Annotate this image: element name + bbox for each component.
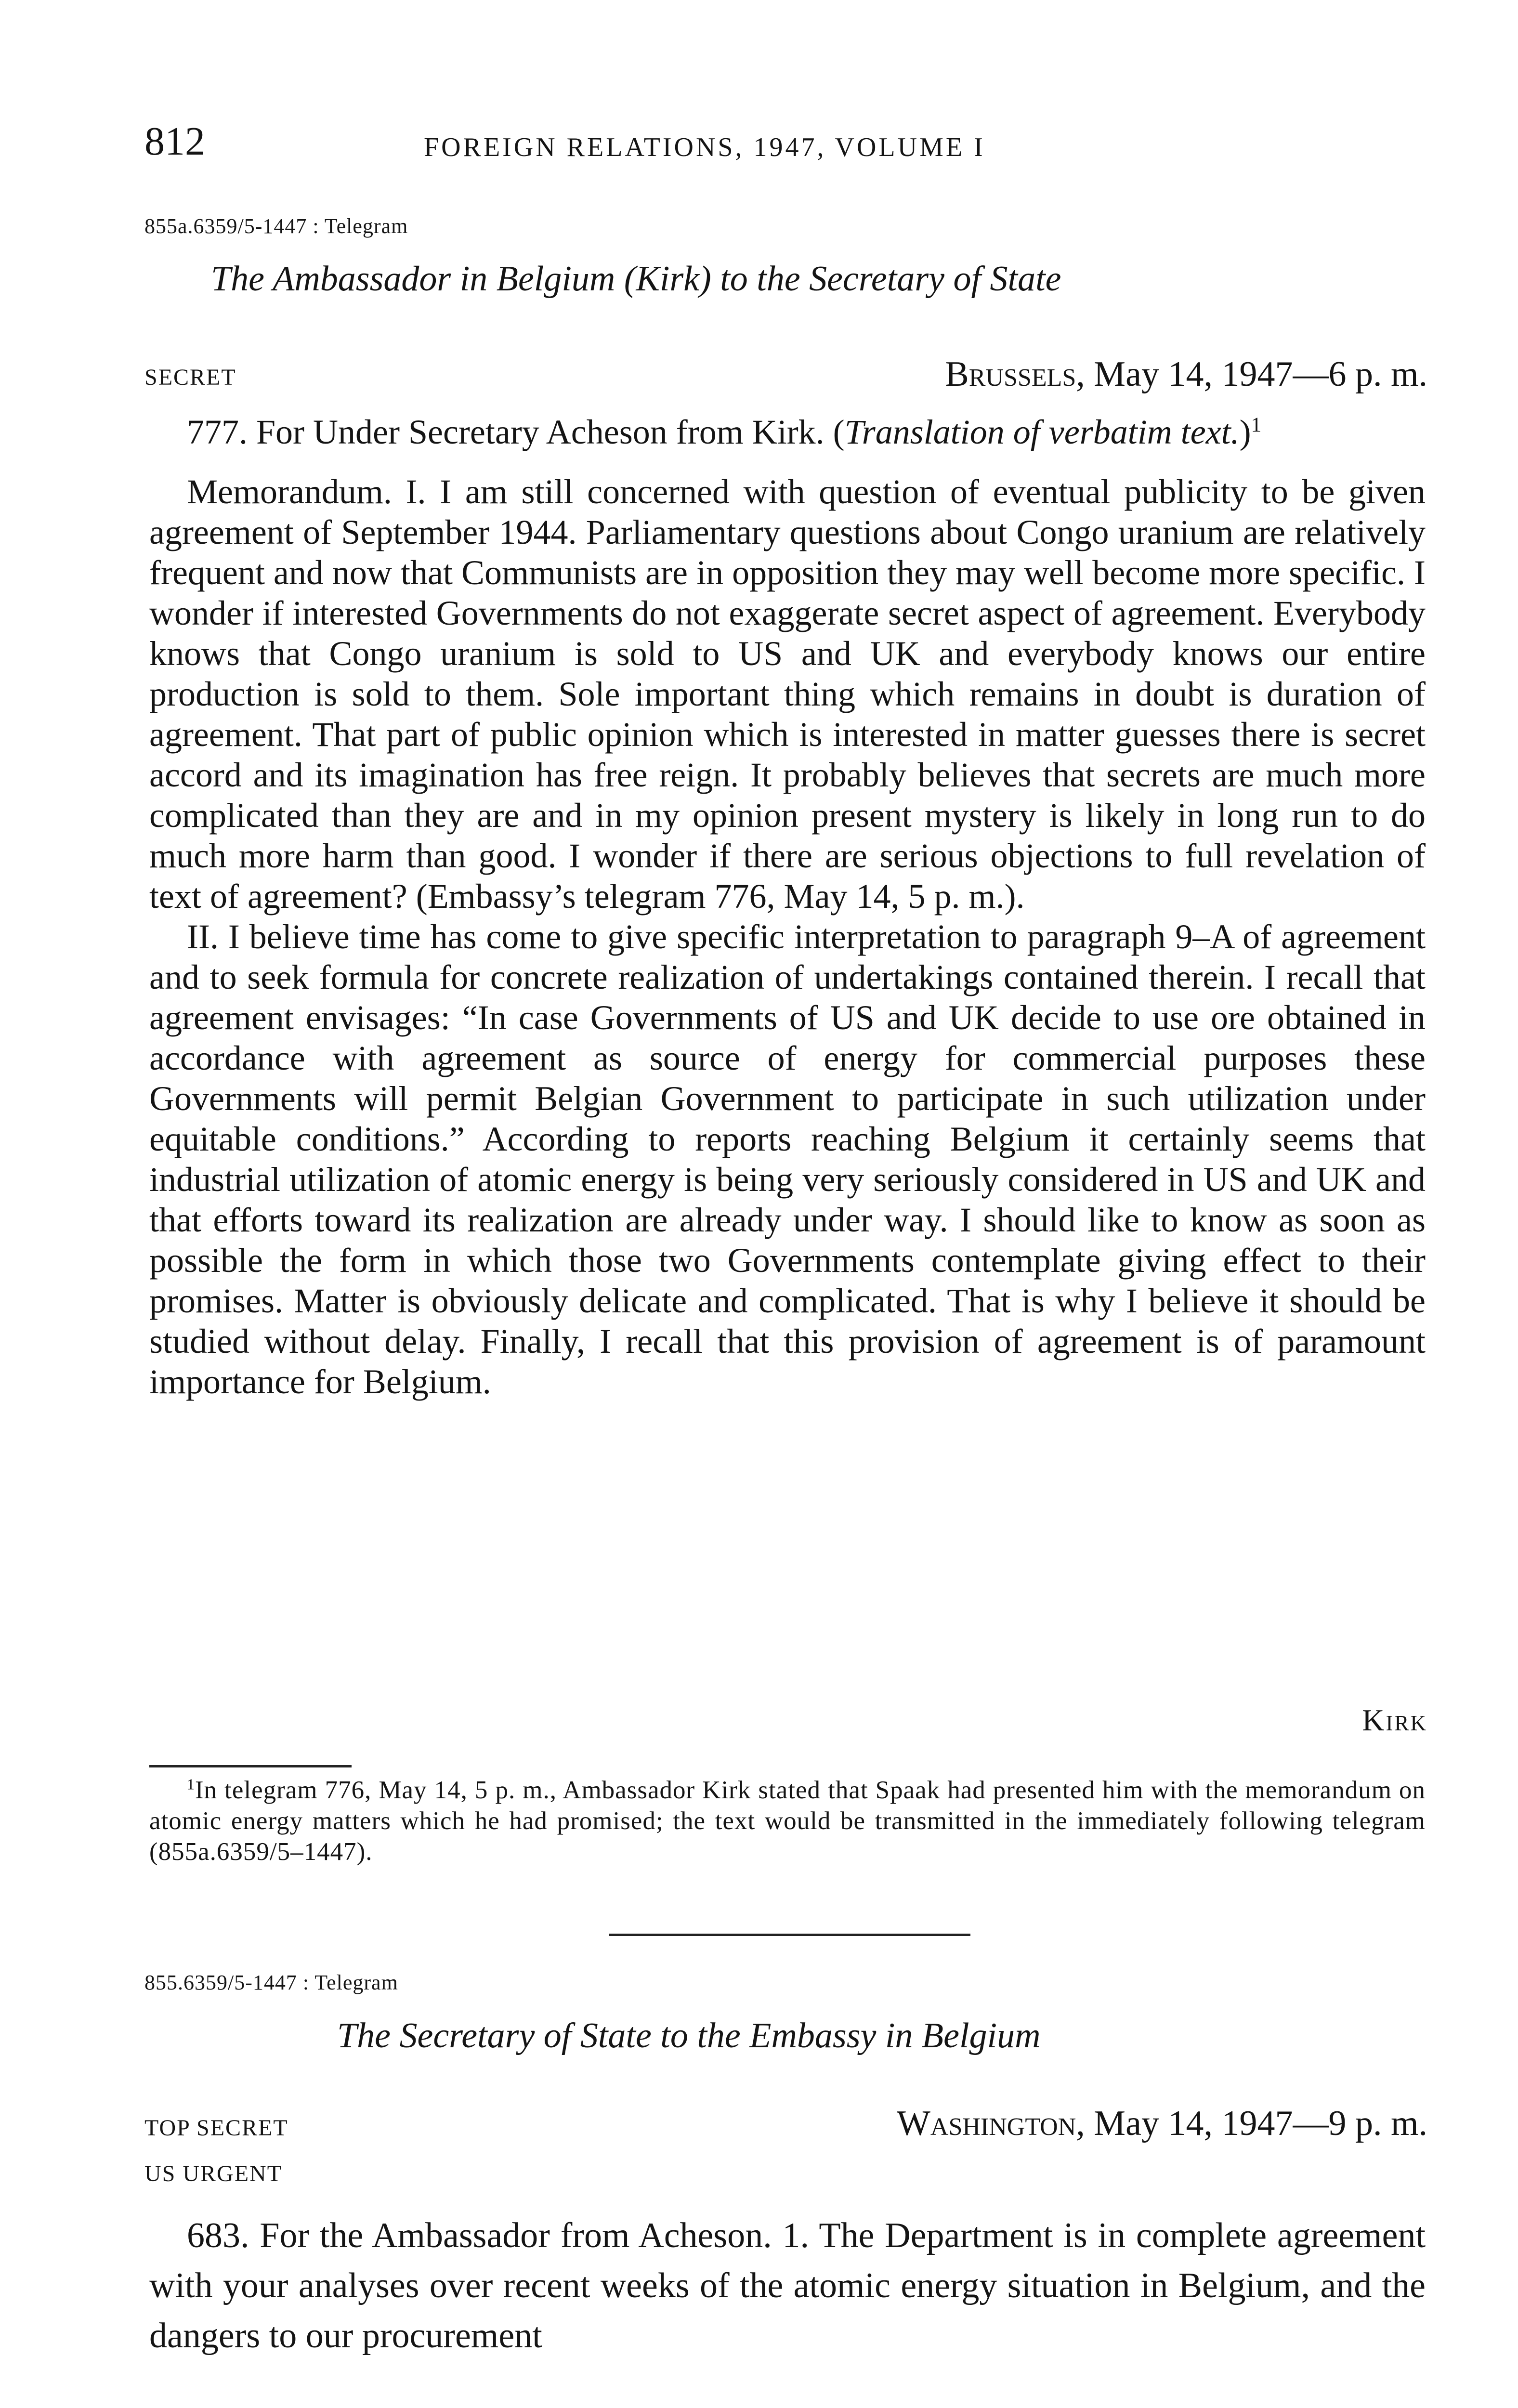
doc1-opening-italic: Translation of verbatim text. bbox=[844, 413, 1240, 451]
doc2-place: Washington, bbox=[897, 2104, 1085, 2143]
footnote-rule bbox=[149, 1765, 352, 1767]
section-separator bbox=[609, 1934, 970, 1936]
doc1-opening-text: 777. For Under Secretary Acheson from Kirk. ( bbox=[187, 413, 845, 451]
doc1-paragraph-1: Memorandum. I. I am still concerned with question of eventual publicity to be given agreement of September 1944. Parliamentary questions about Congo uranium are relatively frequent and now that Communists are in opposition they may well become more specific. I wonder if interested Governments do not exaggerate secret aspect of agreement. Everybody knows that Congo uranium is sold to US and UK and everybody knows our entire production is sold to them. Sole important thing which remains in doubt is duration of agreement. That part of public opinion which is interested in matter guesses there is secret accord and its imagination has free reign. It probably believes that secrets are much more complicated than they are and in my opinion present mystery is likely in long run to do much more harm than good. I wonder if there are serious objections to full revelation of text of agreement? (Embassy’s telegram 776, May 14, 5 p. m.). bbox=[149, 472, 1426, 916]
doc2-place-date bbox=[897, 2106, 1427, 2141]
doc1-place: Brussels, bbox=[945, 354, 1085, 394]
doc2-classification-2: US URGENT bbox=[144, 2161, 283, 2186]
page-number: 812 bbox=[144, 119, 205, 164]
doc2-file-reference: 855.6359/5-1447 : Telegram bbox=[144, 1971, 398, 1994]
footnote-marker: 1 bbox=[187, 1776, 195, 1793]
doc1-date: May 14, 1947—6 p. m. bbox=[1094, 354, 1427, 394]
footnote-text: In telegram 776, May 14, 5 p. m., Ambassador Kirk stated that Spaak had presented him with the memorandum on atomic energy matters which he had promised; the text would be transmitted in the immediately following telegram (855a.6359/5–1447). bbox=[149, 1776, 1426, 1866]
doc2-title: The Secretary of State to the Embassy in Belgium bbox=[337, 2016, 1041, 2055]
doc1-classification: SECRET bbox=[144, 365, 236, 390]
doc1-title: The Ambassador in Belgium (Kirk) to the Secretary of State bbox=[211, 259, 1061, 299]
doc1-body bbox=[149, 412, 1426, 1402]
footnote bbox=[149, 1775, 1426, 1867]
doc1-opening-close: ) bbox=[1239, 413, 1251, 451]
doc1-file-reference: 855a.6359/5-1447 : Telegram bbox=[144, 214, 408, 238]
doc2-body bbox=[149, 2211, 1426, 2361]
doc1-opening bbox=[149, 412, 1426, 452]
doc1-paragraph-2: II. I believe time has come to give specific interpretation to paragraph 9–A of agreement and to seek formula for concrete realization of undertakings contained therein. I recall that agreement envisages: “In case Governments of US and UK decide to use ore obtained in accordance with agreement as source of energy for commercial purposes these Governments will permit Belgian Government to participate in such utilization under equitable conditions.” According to reports reaching Belgium it certainly seems that industrial utilization of atomic energy is being very seriously considered in US and UK and that efforts toward its realization are already under way. I should like to know as soon as possible the form in which those two Governments contemplate giving effect to their promises. Matter is obviously delicate and complicated. That is why I believe it should be studied without delay. Finally, I recall that this provision of agreement is of paramount importance for Belgium. bbox=[149, 917, 1426, 1401]
doc2-paragraph-1: 683. For the Ambassador from Acheson. 1. The Department is in complete agreement with your analyses over recent weeks of the atomic energy situation in Belgium, and the dangers to our procurement bbox=[149, 2216, 1426, 2356]
doc2-classification-1: TOP SECRET bbox=[144, 2115, 288, 2141]
doc2-date: May 14, 1947—9 p. m. bbox=[1094, 2104, 1427, 2143]
footnote-reference[interactable]: 1 bbox=[1251, 414, 1262, 436]
running-title: FOREIGN RELATIONS, 1947, VOLUME I bbox=[424, 132, 985, 162]
doc1-signature: Kirk bbox=[1362, 1703, 1427, 1737]
doc1-place-date bbox=[945, 356, 1427, 392]
